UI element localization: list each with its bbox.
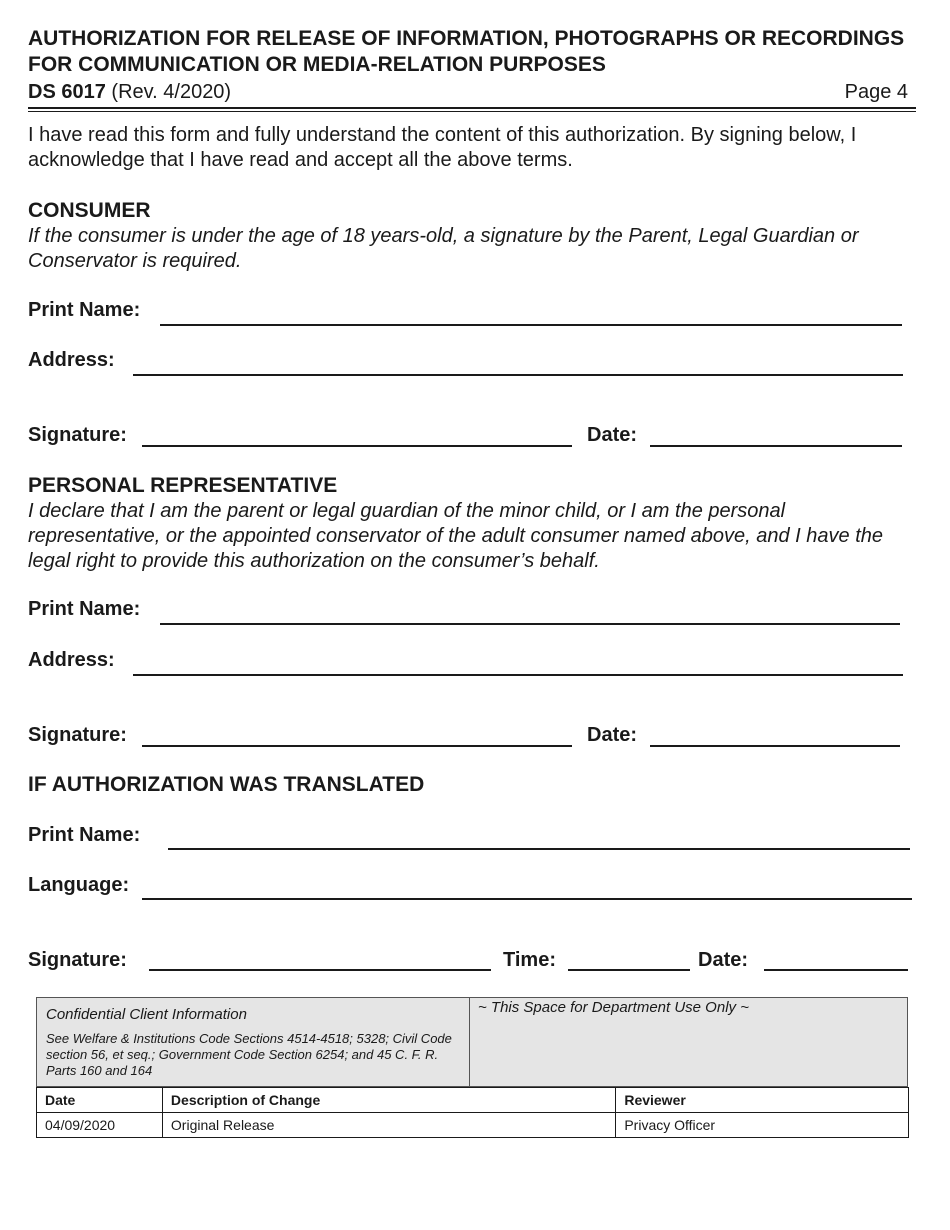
translated-time-field[interactable]	[568, 969, 690, 971]
translated-heading: IF AUTHORIZATION WAS TRANSLATED	[28, 773, 425, 796]
revision-header-row	[37, 1088, 909, 1113]
page-number: Page 4	[844, 81, 908, 103]
consumer-date-label: Date:	[587, 424, 638, 446]
consumer-signature-field[interactable]	[142, 445, 572, 447]
consumer-note: If the consumer is under the age of 18 years-old, a signature by the Parent, Legal Guardian or Conservator is required.	[28, 225, 859, 272]
representative-date-label: Date:	[587, 724, 638, 746]
revision-description-cell: Original Release	[162, 1113, 615, 1138]
representative-print-name-label: Print Name:	[28, 598, 141, 620]
form-revision: (Rev. 4/2020)	[111, 81, 232, 103]
acknowledgement-text: I have read this form and fully understand the content of this authorization. By signing below, I acknowledge that I have read and accept all the above terms.	[28, 124, 857, 171]
consumer-signature-label: Signature:	[28, 424, 127, 446]
representative-date-field[interactable]	[650, 745, 900, 747]
consumer-address-field[interactable]	[133, 374, 903, 376]
revision-reviewer-cell: Privacy Officer	[616, 1113, 909, 1138]
legal-citations: See Welfare & Institutions Code Sections 4514-4518; 5328; Civil Code section 56, et seq.; Government Code Section 6254; and 45 C. F. R. Parts 160 and 164	[46, 1031, 452, 1078]
representative-print-name-field[interactable]	[160, 623, 900, 625]
representative-address-field[interactable]	[133, 674, 903, 676]
representative-signature-field[interactable]	[142, 745, 572, 747]
confidential-label: Confidential Client Information	[46, 1006, 247, 1023]
translated-language-field[interactable]	[142, 898, 912, 900]
representative-signature-label: Signature:	[28, 724, 127, 746]
translated-print-name-label: Print Name:	[28, 824, 141, 846]
translated-date-field[interactable]	[764, 969, 908, 971]
representative-note: I declare that I am the parent or legal guardian of the minor child, or I am the personal representative, or the appointed conservator of the adult consumer named above, and I have the legal right to provide this authorization on the consumer’s behalf.	[28, 500, 883, 572]
translated-signature-label: Signature:	[28, 949, 127, 971]
revision-date-header: Date	[37, 1088, 163, 1113]
header-rule	[28, 107, 916, 109]
translated-time-label: Time:	[503, 949, 556, 971]
representative-heading: PERSONAL REPRESENTATIVE	[28, 474, 338, 497]
consumer-print-name-field[interactable]	[160, 324, 902, 326]
consumer-print-name-label: Print Name:	[28, 299, 141, 321]
consumer-address-label: Address:	[28, 349, 115, 371]
revision-table	[36, 1087, 909, 1138]
department-use-label: ~ This Space for Department Use Only ~	[478, 999, 749, 1016]
consumer-heading: CONSUMER	[28, 199, 151, 222]
representative-address-label: Address:	[28, 649, 115, 671]
header-rule-thin	[28, 111, 916, 112]
form-title: AUTHORIZATION FOR RELEASE OF INFORMATION, PHOTOGRAPHS OR RECORDINGS FOR COMMUNICATION OR MEDIA-RELATION PURPOSES	[28, 27, 905, 76]
table-row	[37, 1113, 909, 1138]
translated-date-label: Date:	[698, 949, 749, 971]
translated-language-label: Language:	[28, 874, 130, 896]
translated-print-name-field[interactable]	[168, 848, 910, 850]
form-code: DS 6017	[28, 81, 106, 103]
revision-description-header: Description of Change	[162, 1088, 615, 1113]
consumer-date-field[interactable]	[650, 445, 902, 447]
translated-signature-field[interactable]	[149, 969, 491, 971]
box-divider	[469, 997, 470, 1087]
revision-reviewer-header: Reviewer	[616, 1088, 909, 1113]
revision-date-cell: 04/09/2020	[37, 1113, 163, 1138]
form-id	[28, 81, 231, 104]
